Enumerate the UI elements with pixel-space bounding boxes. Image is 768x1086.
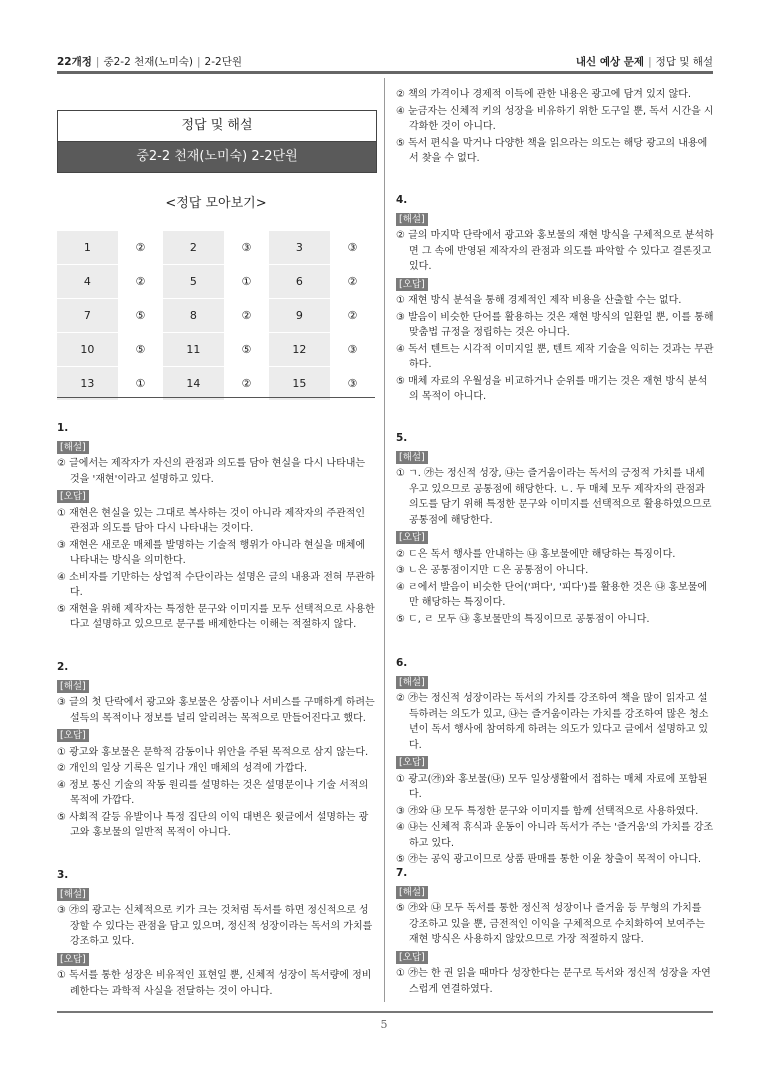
header-exam-title: 내신 예상 문제 — [575, 56, 645, 68]
haeseol-tag: [해설] — [396, 676, 428, 689]
explanation-q6 — [396, 656, 714, 869]
odap-tag: [오답] — [396, 756, 428, 769]
wrong-answer-item: ① 재현 방식 분석을 통해 경제적인 제작 비용을 산출할 수는 없다. — [396, 295, 682, 306]
explanation-q1 — [57, 421, 375, 634]
question-number: 3 — [269, 231, 330, 265]
question-label: 1. — [57, 422, 69, 434]
wrong-answer-item: ④ ㉯는 신체적 휴식과 운동이 아니라 독서가 주는 '즐거움'의 가치를 강조하고 있다. — [396, 822, 714, 849]
header-divider — [57, 71, 713, 74]
header-unit: 2-2단원 — [204, 56, 242, 68]
question-number: 5 — [163, 265, 224, 299]
odap-tag: [오답] — [57, 953, 89, 966]
wrong-answer-item: ⑤ 사회적 갈등 유발이나 특정 집단의 이익 대변은 윗글에서 설명하는 광고와 홍보물의 일반적 목적이 아니다. — [57, 811, 369, 838]
wrong-answer-item: ② 개인의 일상 기록은 일기나 개인 매체의 성격에 가깝다. — [57, 763, 308, 774]
wrong-answer-item: ⑤ ㄷ, ㄹ 모두 ㉯ 홍보물만의 특징이므로 공통점이 아니다. — [396, 613, 650, 625]
explanation-q2 — [57, 660, 375, 842]
question-number: 4 — [57, 265, 118, 299]
explanation-item: ③ ㉮의 광고는 신체적으로 키가 크는 것처럼 독서를 하면 정신적으로 성장할 수 있다는 관점을 담고 있으며, 정신적 성장이라는 독서의 가치를 강조하고 있다. — [57, 905, 373, 947]
answer-value: ③ — [330, 231, 375, 265]
question-number: 8 — [163, 299, 224, 333]
answer-value: ⑤ — [118, 333, 163, 367]
answer-value: ⑤ — [224, 333, 269, 367]
answer-row — [57, 265, 375, 299]
wrong-answer-item: ③ 재현은 새로운 매체를 발명하는 기술적 행위가 아니라 현실을 매체에 나타내는 방식을 의미한다. — [57, 539, 366, 566]
odap-tag: [오답] — [396, 951, 428, 964]
odap-tag: [오답] — [396, 278, 428, 291]
answer-value: ② — [118, 265, 163, 299]
header-curriculum: 22개정 — [57, 56, 92, 68]
answer-table-divider — [57, 397, 375, 398]
footer-divider — [57, 1011, 713, 1013]
wrong-answer-item: ③ ㄴ은 공통점이지만 ㄷ은 공통점이 아니다. — [396, 565, 589, 576]
answer-table — [57, 231, 375, 400]
haeseol-tag: [해설] — [57, 680, 89, 693]
question-number: 2 — [163, 231, 224, 265]
answer-value: ⑤ — [118, 299, 163, 333]
answer-value: ② — [330, 265, 375, 299]
answer-value: ① — [118, 367, 163, 401]
wrong-answer-item: ⑤ 재현을 위해 제작자는 특정한 문구와 이미지를 모두 선택적으로 사용한다고 설명하고 있으므로 문구를 배제한다는 이해는 적절하지 않다. — [57, 603, 375, 630]
question-label: 7. — [396, 867, 408, 879]
answer-value: ② — [224, 299, 269, 333]
question-number: 10 — [57, 333, 118, 367]
wrong-answer-item: ③ ㉮와 ㉯ 모두 특정한 문구와 이미지를 함께 선택적으로 사용하였다. — [396, 805, 699, 817]
answer-value: ① — [224, 265, 269, 299]
page-number: 5 — [380, 1018, 388, 1031]
title-main: 정답 및 해설 — [58, 111, 376, 142]
wrong-answer-item: ① 광고와 홍보물은 문학적 감동이나 위안을 주된 목적으로 삼지 않는다. — [57, 746, 369, 758]
wrong-answer-item: ① ㉮는 한 권 읽을 때마다 성장한다는 문구로 독서와 정신적 성장을 자연스럽게 연결하였다. — [396, 968, 711, 995]
question-number: 9 — [269, 299, 330, 333]
wrong-answer-item: ④ 정보 통신 기술의 작동 원리를 설명하는 것은 설명문이나 기술 서적의 목적에 가깝다. — [57, 779, 369, 806]
haeseol-tag: [해설] — [396, 213, 428, 226]
question-label: 3. — [57, 869, 69, 881]
answer-value: ③ — [330, 367, 375, 401]
wrong-answer-item: ③ 발음이 비슷한 단어를 활용하는 것은 재현 방식의 일환일 뿐, 이를 통해 맞춤법 규정을 정립하는 것은 아니다. — [396, 311, 714, 338]
header-course: 중2-2 천재(노미숙) — [103, 56, 193, 68]
explanation-q7 — [396, 866, 714, 998]
odap-tag: [오답] — [396, 531, 428, 544]
question-number: 14 — [163, 367, 224, 401]
odap-tag: [오답] — [57, 490, 89, 503]
question-number: 13 — [57, 367, 118, 401]
explanation-item: ② ㉮는 정신적 성장이라는 독서의 가치를 강조하여 책을 많이 읽자고 설득하려는 의도가 있고, ㉯는 즐거움이라는 가치를 강조하여 많은 청소년이 독서 행사에 참여하게 하려는 의도가 있다고 글에서 설명하고 있다. — [396, 693, 709, 751]
answer-value: ③ — [224, 231, 269, 265]
question-label: 2. — [57, 661, 69, 673]
answer-value: ② — [330, 299, 375, 333]
odap-tag: [오답] — [57, 729, 89, 742]
wrong-answer-item: ② ㄷ은 독서 행사를 안내하는 ㉯ 홍보물에만 해당하는 특징이다. — [396, 548, 676, 560]
wrong-answer-item: ④ ㄹ에서 발음이 비슷한 단어('펴다', '피다')를 활용한 것은 ㉯ 홍보물에만 해당하는 특징이다. — [396, 581, 708, 608]
question-label: 6. — [396, 657, 408, 669]
question-label: 4. — [396, 194, 408, 206]
header-section: 정답 및 해설 — [655, 56, 713, 68]
header-right: 내신 예상 문제 | 정답 및 해설 — [575, 56, 713, 68]
wrong-answer-item: ① 재현은 현실을 있는 그대로 복사하는 것이 아니라 제작자의 주관적인 관점과 의도를 담아 다시 나타내는 것이다. — [57, 507, 366, 534]
wrong-answer-item: ⑤ 매체 자료의 우월성을 비교하거나 순위를 매기는 것은 재현 방식 분석의 목적이 아니다. — [396, 375, 708, 402]
answer-summary-title: <정답 모아보기> — [165, 196, 267, 211]
question-number: 12 — [269, 333, 330, 367]
wrong-answer-item: ⑤ ㉮는 공익 광고이므로 상품 판매를 통한 이윤 창출이 목적이 아니다. — [396, 854, 702, 865]
wrong-answer-item: ④ 소비자를 기만하는 상업적 수단이라는 설명은 글의 내용과 전혀 무관하다. — [57, 571, 375, 598]
answer-row — [57, 299, 375, 333]
answer-row — [57, 231, 375, 265]
explanation-q4 — [396, 193, 714, 406]
question-number: 7 — [57, 299, 118, 333]
question-label: 5. — [396, 432, 408, 444]
answer-row — [57, 367, 375, 401]
question-number: 11 — [163, 333, 224, 367]
page-header — [57, 50, 713, 70]
haeseol-tag: [해설] — [396, 451, 428, 464]
wrong-answer-item: ⑤ 독서 편식을 막거나 다양한 책을 읽으라는 의도는 해당 광고의 내용에서 찾을 수 없다. — [396, 137, 708, 164]
explanation-item: ② 글에서는 제작자가 자신의 관점과 의도를 담아 현실을 다시 나타내는 것을 '재현'이라고 설명하고 있다. — [57, 458, 366, 485]
question-number: 6 — [269, 265, 330, 299]
header-left: 22개정 | 중2-2 천재(노미숙) | 2-2단원 — [57, 56, 242, 68]
explanation-item: ③ 글의 첫 단락에서 광고와 홍보물은 상품이나 서비스를 구매하게 하려는 설득의 목적이나 정보를 널리 알리려는 목적으로 만들어진다고 했다. — [57, 697, 375, 724]
answer-value: ② — [118, 231, 163, 265]
explanation-q5 — [396, 431, 714, 628]
explanation-q3 — [57, 868, 375, 1000]
title-sub: 중2-2 천재(노미숙) 2-2단원 — [58, 142, 376, 172]
answer-value: ③ — [330, 333, 375, 367]
haeseol-tag: [해설] — [57, 441, 89, 454]
haeseol-tag: [해설] — [57, 888, 89, 901]
wrong-answer-item: ① 광고(㉮)와 홍보물(㉯) 모두 일상생활에서 접하는 매체 자료에 포함된다. — [396, 773, 708, 800]
wrong-answer-item: ① 독서를 통한 성장은 비유적인 표현일 뿐, 신체적 성장이 독서량에 정비례한다는 과학적 사실을 전달하는 것이 아니다. — [57, 970, 372, 997]
haeseol-tag: [해설] — [396, 886, 428, 899]
question-number: 15 — [269, 367, 330, 401]
explanation-item: ② 글의 마지막 단락에서 광고와 홍보물의 재현 방식을 구체적으로 분석하면 그 속에 반영된 제작자의 관점과 의도를 파악할 수 있다고 결론짓고 있다. — [396, 230, 714, 272]
wrong-answer-item: ② 책의 가격이나 경제적 이득에 관한 내용은 광고에 담겨 있지 않다. — [396, 89, 692, 100]
title-box — [57, 110, 377, 173]
wrong-answer-item: ④ 독서 텐트는 시각적 이미지일 뿐, 텐트 제작 기술을 익히는 것과는 무관하다. — [396, 343, 714, 370]
question-number: 1 — [57, 231, 118, 265]
column-divider — [384, 78, 385, 1002]
explanation-item: ① ㄱ. ㉮는 정신적 성장, ㉯는 즐거움이라는 독서의 긍정적 가치를 내세우고 있으므로 공통점에 해당한다. ㄴ. 두 매체 모두 제작자의 관점과 의도를 담기 위해 특정한 문구와 이미지를 선택적으로 활용하였으므로 공통점에 해당한다. — [396, 468, 712, 526]
wrong-answer-item: ④ 눈금자는 신체적 키의 성장을 비유하기 위한 도구일 뿐, 독서 시간을 시각화한 것이 아니다. — [396, 105, 714, 132]
answer-row — [57, 333, 375, 367]
explanation-item: ⑤ ㉮와 ㉯ 모두 독서를 통한 정신적 성장이나 즐거움 등 무형의 가치를 강조하고 있을 뿐, 금전적인 이익을 구체적으로 수치화하여 보여주는 재현 방식은 사용하지 않았으므로 가장 적절하지 않다. — [396, 903, 705, 945]
explanation-q3-continued — [396, 86, 714, 168]
answer-value: ② — [224, 367, 269, 401]
